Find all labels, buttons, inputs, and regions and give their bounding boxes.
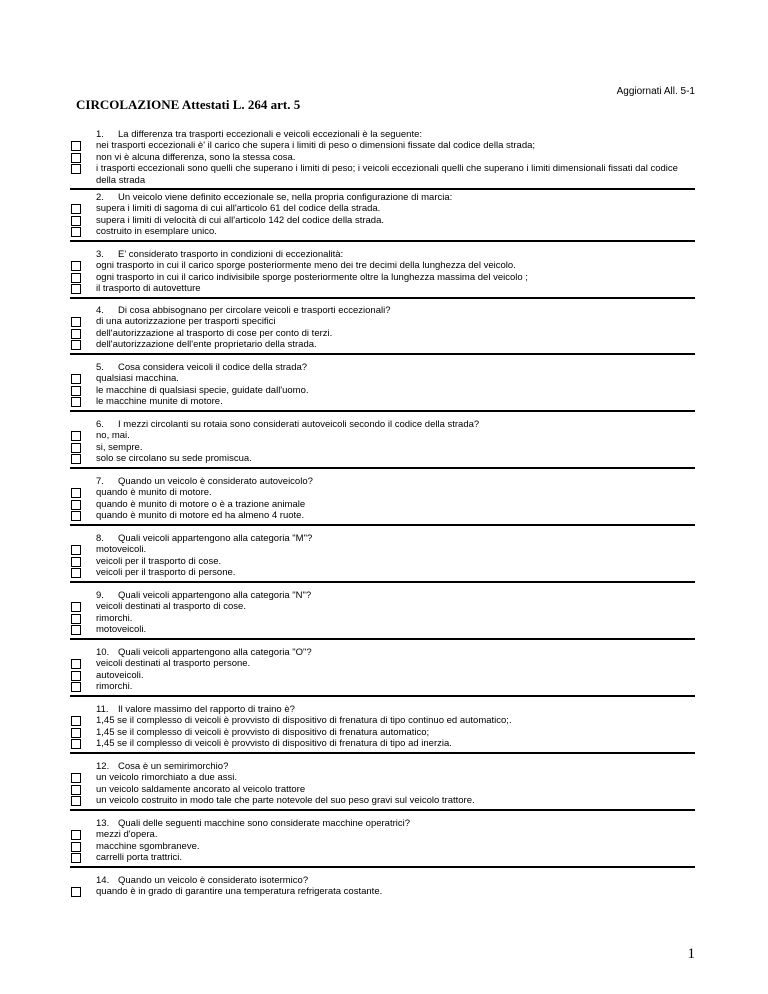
header-note: Aggiornati All. 5-1: [616, 86, 695, 97]
answer-checkbox[interactable]: [71, 317, 81, 327]
answer-checkbox[interactable]: [71, 141, 81, 151]
question-text: Un veicolo viene definito eccezionale se, nella propria configurazione di marcia:: [118, 192, 453, 203]
question-text-line: [96, 533, 695, 544]
question-text-line: [96, 192, 695, 203]
answer-option[interactable]: [96, 260, 695, 271]
answer-checkbox[interactable]: [71, 887, 81, 897]
answer-option[interactable]: [96, 795, 695, 806]
answer-text: motoveicoli.: [96, 544, 147, 556]
answer-checkbox[interactable]: [71, 511, 81, 521]
question-block: [70, 704, 695, 754]
answer-checkbox[interactable]: [71, 682, 81, 692]
question-text: Quando un veicolo è considerato autoveicolo?: [118, 476, 313, 487]
answer-text: veicoli destinati al trasporto di cose.: [96, 601, 246, 613]
question-text-line: [96, 704, 695, 715]
answer-checkbox[interactable]: [71, 273, 81, 283]
question-text: Il valore massimo del rapporto di traino è?: [118, 704, 295, 715]
answer-text: solo se circolano su sede promiscua.: [96, 453, 252, 465]
question-text: Cosa è un semirimorchio?: [118, 761, 229, 772]
answer-option[interactable]: [96, 510, 695, 521]
question-text-line: [96, 818, 695, 829]
answer-text: il trasporto di autovetture: [96, 283, 201, 295]
answer-checkbox[interactable]: [71, 284, 81, 294]
answer-checkbox[interactable]: [71, 568, 81, 578]
question-number: 11.: [96, 704, 109, 715]
question-text-line: [96, 249, 695, 260]
answer-checkbox[interactable]: [71, 340, 81, 350]
answer-checkbox[interactable]: [71, 853, 81, 863]
answer-option[interactable]: [96, 727, 695, 738]
question-block: [70, 476, 695, 526]
answer-option[interactable]: [96, 203, 695, 214]
question-number: 5.: [96, 362, 104, 373]
answer-option[interactable]: [96, 140, 695, 151]
answer-checkbox[interactable]: [71, 164, 81, 174]
question-text-line: [96, 362, 695, 373]
answer-text: un veicolo saldamente ancorato al veicolo trattore: [96, 783, 306, 795]
question-block: [70, 590, 695, 640]
answer-text: qualsiasi macchina.: [96, 373, 179, 385]
question-block: [70, 533, 695, 583]
question-number: 8.: [96, 533, 104, 544]
answer-option[interactable]: [96, 430, 695, 441]
answer-text: quando è munito di motore ed ha almeno 4 ruote.: [96, 510, 305, 522]
answer-checkbox[interactable]: [71, 397, 81, 407]
answer-option[interactable]: [96, 738, 695, 749]
question-block: [70, 129, 695, 190]
answer-checkbox[interactable]: [71, 216, 81, 226]
answer-option[interactable]: [96, 373, 695, 384]
answer-option[interactable]: [96, 487, 695, 498]
answer-option[interactable]: [96, 829, 695, 840]
answer-checkbox[interactable]: [71, 204, 81, 214]
answer-text: motoveicoli.: [96, 624, 147, 636]
answer-checkbox[interactable]: [71, 329, 81, 339]
answer-option[interactable]: [96, 328, 695, 339]
question-text-line: [96, 305, 695, 316]
answer-checkbox[interactable]: [71, 785, 81, 795]
answer-checkbox[interactable]: [71, 602, 81, 612]
answer-option[interactable]: [96, 601, 695, 612]
answer-option[interactable]: [96, 658, 695, 669]
answer-option[interactable]: [96, 886, 695, 897]
question-block: [70, 305, 695, 355]
answer-text: no, mai.: [96, 430, 130, 442]
question-number: 2.: [96, 192, 104, 203]
question-text: E' considerato trasporto in condizioni di eccezionalità:: [118, 249, 344, 260]
answer-text: le macchine munite di motore.: [96, 396, 223, 408]
answer-text: veicoli destinati al trasporto persone.: [96, 658, 251, 670]
answer-checkbox[interactable]: [71, 500, 81, 510]
answer-checkbox[interactable]: [71, 374, 81, 384]
answer-checkbox[interactable]: [71, 454, 81, 464]
answer-text: non vi è alcuna differenza, sono la stessa cosa.: [96, 151, 296, 163]
question-number: 14.: [96, 875, 110, 886]
question-text-line: [96, 875, 695, 886]
answer-option[interactable]: [96, 852, 695, 863]
answer-text: le macchine di qualsiasi specie, guidate dall'uomo.: [96, 384, 309, 396]
question-text: Quali delle seguenti macchine sono considerate macchine operatrici?: [118, 818, 411, 829]
answer-option[interactable]: [96, 385, 695, 396]
question-number: 1.: [96, 129, 104, 140]
answer-checkbox[interactable]: [71, 557, 81, 567]
question-text-line: [96, 129, 695, 140]
answer-text: ogni trasporto in cui il carico sporge posteriormente meno dei tre decimi della lunghezza del veicolo.: [96, 260, 516, 272]
answer-text: macchine sgombraneve.: [96, 840, 200, 852]
question-text: Quali veicoli appartengono alla categoria "M"?: [118, 533, 313, 544]
answer-text: nei trasporti eccezionali è' il carico che supera i limiti di peso o dimensioni fissate dal codice della strada;: [96, 140, 536, 152]
question-number: 3.: [96, 249, 104, 260]
answer-text: ogni trasporto in cui il carico indivisibile sporge posteriormente oltre la lunghezza massima del veicolo ;: [96, 271, 528, 283]
question-block: [70, 192, 695, 242]
answer-checkbox[interactable]: [71, 261, 81, 271]
answer-text: veicoli per il trasporto di persone.: [96, 567, 236, 579]
answer-option[interactable]: [96, 841, 695, 852]
answer-option[interactable]: [96, 272, 695, 283]
answer-checkbox[interactable]: [71, 842, 81, 852]
answer-checkbox[interactable]: [71, 614, 81, 624]
answer-checkbox[interactable]: [71, 386, 81, 396]
answer-option[interactable]: [96, 613, 695, 624]
question-block: [70, 249, 695, 299]
question-number: 9.: [96, 590, 104, 601]
answer-text: dell'autorizzazione dell'ente proprietario della strada.: [96, 339, 317, 351]
answer-option[interactable]: [96, 163, 695, 186]
answer-text: carrelli porta trattrici.: [96, 852, 183, 864]
answer-checkbox[interactable]: [71, 431, 81, 441]
answer-checkbox[interactable]: [71, 659, 81, 669]
answer-text: veicoli per il trasporto di cose.: [96, 555, 222, 567]
answer-checkbox[interactable]: [71, 443, 81, 453]
answer-text: quando è munito di motore o è a trazione animale: [96, 498, 306, 510]
answer-text: si, sempre.: [96, 441, 143, 453]
answer-option[interactable]: [96, 283, 695, 294]
answer-text: di una autorizzazione per trasporti specifici: [96, 316, 276, 328]
question-text: Quali veicoli appartengono alla categoria "O"?: [118, 647, 312, 658]
question-number: 4.: [96, 305, 104, 316]
answer-text: quando è in grado di garantire una temperatura refrigerata costante.: [96, 886, 383, 898]
answer-text: dell'autorizzazione al trasporto di cose per conto di terzi.: [96, 327, 333, 339]
answer-option[interactable]: [96, 556, 695, 567]
question-text: I mezzi circolanti su rotaia sono considerati autoveicoli secondo il codice della strada?: [118, 419, 480, 430]
answer-text: costruito in esemplare unico.: [96, 226, 217, 238]
answer-option[interactable]: [96, 316, 695, 327]
answer-option[interactable]: [96, 715, 695, 726]
answer-text: un veicolo rimorchiato a due assi.: [96, 772, 237, 784]
answer-option[interactable]: [96, 784, 695, 795]
answer-option[interactable]: [96, 499, 695, 510]
answer-option[interactable]: [96, 442, 695, 453]
answer-text: quando è munito di motore.: [96, 487, 212, 499]
question-block: [70, 875, 695, 900]
answer-checkbox[interactable]: [71, 773, 81, 783]
question-text: Cosa considera veicoli il codice della strada?: [118, 362, 308, 373]
question-text-line: [96, 590, 695, 601]
answer-text: rimorchi.: [96, 681, 133, 693]
question-text-line: [96, 476, 695, 487]
document-title: CIRCOLAZIONE Attestati L. 264 art. 5: [76, 97, 301, 112]
answer-checkbox[interactable]: [71, 153, 81, 163]
answer-option[interactable]: [96, 567, 695, 578]
answer-option[interactable]: [96, 624, 695, 635]
answer-checkbox[interactable]: [71, 488, 81, 498]
question-block: [70, 647, 695, 697]
answer-option[interactable]: [96, 544, 695, 555]
answer-text: 1,45 se il complesso di veicoli è provvisto di dispositivo di frenatura automatico;: [96, 726, 430, 738]
question-text: Quando un veicolo è considerato isotermico?: [118, 875, 309, 886]
answer-option[interactable]: [96, 226, 695, 237]
answer-checkbox[interactable]: [71, 227, 81, 237]
question-text: Quali veicoli appartengono alla categoria "N"?: [118, 590, 312, 601]
answer-text: supera i limiti di sagoma di cui all'articolo 61 del codice della strada.: [96, 203, 381, 215]
answer-text: 1,45 se il complesso di veicoli è provvisto di dispositivo di frenatura di tipo continuo ed automatico;.: [96, 715, 512, 727]
question-number: 13.: [96, 818, 110, 829]
answer-checkbox[interactable]: [71, 830, 81, 840]
question-block: [70, 761, 695, 811]
question-text: Di cosa abbisognano per circolare veicoli e trasporti eccezionali?: [118, 305, 391, 316]
question-text: La differenza tra trasporti eccezionali e veicoli eccezionali è la seguente:: [118, 129, 422, 140]
answer-text: i trasporti eccezionali sono quelli che superano i limiti di peso; i veicoli eccezionali quelli che superano i limiti dimensionali fissati dal codice della strada: [96, 163, 678, 186]
answer-checkbox[interactable]: [71, 728, 81, 738]
answer-option[interactable]: [96, 670, 695, 681]
answer-option[interactable]: [96, 453, 695, 464]
answer-option[interactable]: [96, 681, 695, 692]
answer-checkbox[interactable]: [71, 671, 81, 681]
question-number: 10.: [96, 647, 110, 658]
answer-option[interactable]: [96, 152, 695, 163]
answer-text: mezzi d'opera.: [96, 829, 158, 841]
answer-text: supera i limiti di velocità di cui all'articolo 142 del codice della strada.: [96, 214, 385, 226]
question-block: [70, 362, 695, 412]
answer-text: 1,45 se il complesso di veicoli è provvisto di dispositivo di frenatura di tipo ad inerzia.: [96, 738, 452, 750]
answer-option[interactable]: [96, 215, 695, 226]
question-number: 6.: [96, 419, 104, 430]
question-block: [70, 818, 695, 868]
question-text-line: [96, 647, 695, 658]
question-number: 12.: [96, 761, 110, 772]
answer-text: autoveicoli.: [96, 669, 144, 681]
answer-checkbox[interactable]: [71, 716, 81, 726]
answer-checkbox[interactable]: [71, 545, 81, 555]
answer-text: un veicolo costruito in modo tale che parte notevole del suo peso gravi sul veicolo trattore.: [96, 795, 475, 807]
answer-option[interactable]: [96, 339, 695, 350]
answer-checkbox[interactable]: [71, 739, 81, 749]
page-number: 1: [687, 946, 695, 962]
answer-option[interactable]: [96, 772, 695, 783]
answer-checkbox[interactable]: [71, 625, 81, 635]
answer-checkbox[interactable]: [71, 796, 81, 806]
answer-text: rimorchi.: [96, 612, 133, 624]
question-text-line: [96, 419, 695, 430]
question-text-line: [96, 761, 695, 772]
answer-option[interactable]: [96, 396, 695, 407]
question-number: 7.: [96, 476, 104, 487]
question-block: [70, 419, 695, 469]
